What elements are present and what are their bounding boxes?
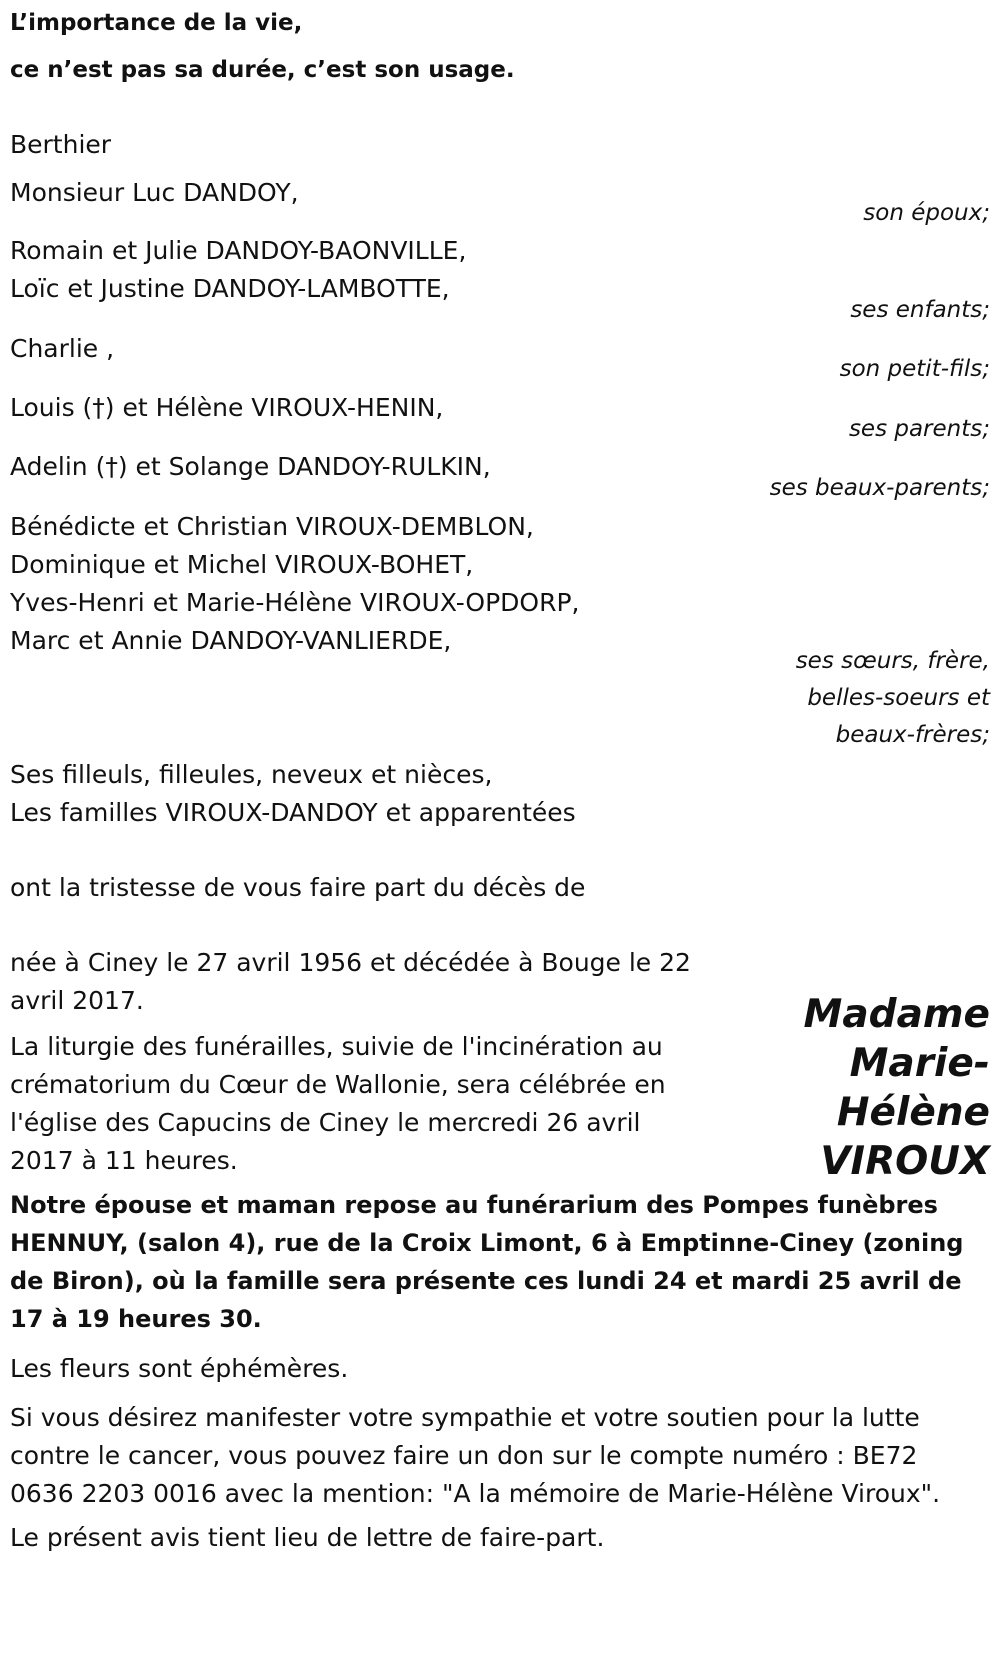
child-2: Loïc et Justine DANDOY-LAMBOTTE, [10,274,450,303]
spouse-role: son époux; [863,200,990,226]
sibling-2: Dominique et Michel VIROUX-BOHET, [10,550,474,579]
quote-line-1: L’importance de la vie, [10,10,303,36]
child-1: Romain et Julie DANDOY-BAONVILLE, [10,236,467,265]
others-line-2: Les familles VIROUX-DANDOY et apparentées [10,798,576,827]
donation-text: Si vous désirez manifester votre sympathie et votre soutien pour la lutte contre le cancer, vous pouvez faire un don sur le compte numéro : BE72 0636 2203 0016 avec la mention: "A la mémoire de Marie-Hélène Viroux". [10,1403,941,1508]
others-line-1: Ses filleuls, filleules, neveux et nièces, [10,760,493,789]
sibling-3: Yves-Henri et Marie-Hélène VIROUX-OPDORP, [10,588,580,617]
funerarium-info: Notre épouse et maman repose au funérarium des Pompes funèbres HENNUY, (salon 4), rue de la Croix Limont, 6 à Emptinne-Ciney (zoning de Biron), où la famille sera présente ces lundi 24 et mardi 25 avril de 17 à 19 heures 30. [10,1191,964,1333]
parents-in-law-name: Adelin (†) et Solange DANDOY-RULKIN, [10,452,491,481]
announcement: ont la tristesse de vous faire part du décès de [10,873,586,902]
birth-death: née à Ciney le 27 avril 1956 et décédée à Bouge le 22 avril 2017. [10,948,691,1015]
deceased-name-line-1: Madame [803,992,990,1037]
deceased-name [690,990,990,1186]
place-name: Berthier [10,130,112,159]
liturgy: La liturgie des funérailles, suivie de l'incinération au crématorium du Cœur de Wallonie, sera célébrée en l'église des Capucins de Ciney le mercredi 26 avril 2017 à 11 heures. [10,1032,666,1175]
parents-role: ses parents; [848,416,990,442]
siblings-role-line-1: ses sœurs, frère, [795,648,990,674]
parents-in-law-role: ses beaux-parents; [769,475,990,501]
quote-line-2: ce n’est pas sa durée, c’est son usage. [10,57,515,83]
spouse-name: Monsieur Luc DANDOY, [10,178,299,207]
siblings-role-line-2: belles-soeurs et [807,685,990,711]
siblings-role-line-3: beaux-frères; [835,722,990,748]
parents-name: Louis (†) et Hélène VIROUX-HENIN, [10,393,444,422]
deceased-name-line-3: Hélène [836,1090,990,1135]
sibling-1: Bénédicte et Christian VIROUX-DEMBLON, [10,512,534,541]
grandson-role: son petit-fils; [839,356,990,382]
flowers-text: Les fleurs sont éphémères. [10,1354,349,1383]
sibling-4: Marc et Annie DANDOY-VANLIERDE, [10,626,452,655]
grandson-name: Charlie , [10,334,115,363]
deceased-name-line-4: VIROUX [820,1139,990,1184]
children-role: ses enfants; [850,297,990,323]
deceased-name-line-2: Marie- [849,1041,990,1086]
closing-text: Le présent avis tient lieu de lettre de faire-part. [10,1523,605,1552]
